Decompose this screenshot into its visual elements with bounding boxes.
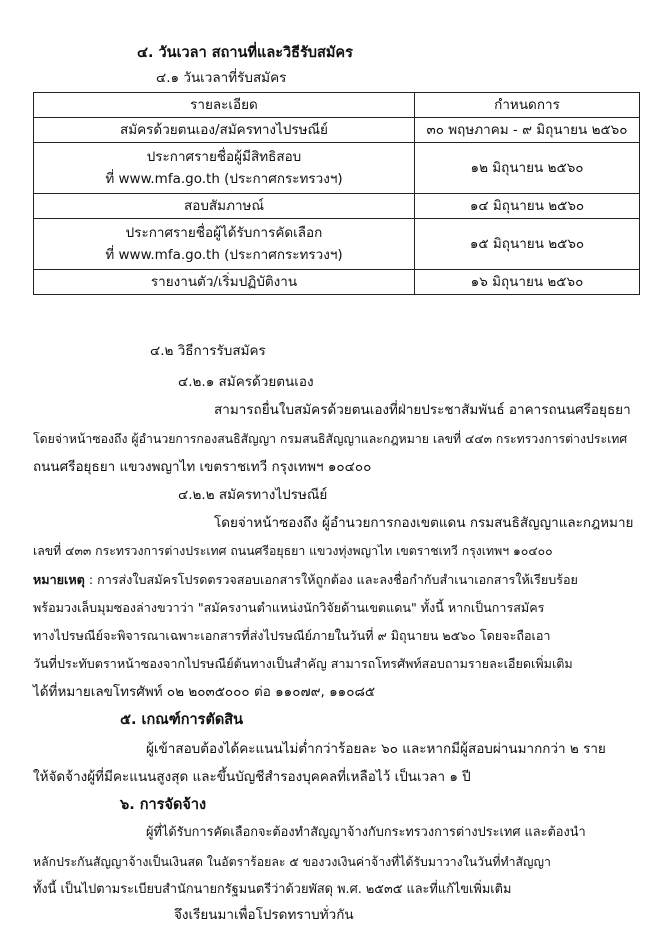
section4-heading: ๔. วันเวลา สถานที่และวิธีรับสมัคร xyxy=(137,45,353,61)
table-row xyxy=(34,194,640,219)
table-cell-detail: รายงานตัว/เริ่มปฏิบัติงาน xyxy=(34,270,415,295)
paragraph-line: ผู้เข้าสอบต้องได้คะแนนไม่ต่ำกว่าร้อยละ ๖๐ และหากมีผู้สอบผ่านมากกว่า ๒ ราย xyxy=(146,741,606,757)
paragraph-line: สามารถยื่นใบสมัครด้วยตนเองที่ฝ่ายประชาสัมพันธ์ อาคารถนนศรีอยุธยา xyxy=(214,402,631,418)
note-label: หมายเหตุ xyxy=(33,572,85,587)
table-header-detail: รายละเอียด xyxy=(34,93,415,118)
table-cell-detail-line1: ประกาศรายชื่อผู้มีสิทธิสอบ xyxy=(146,149,302,165)
section5-heading: ๕. เกณฑ์การตัดสิน xyxy=(120,712,244,728)
table-header-schedule: กำหนดการ xyxy=(415,93,640,118)
note-text: : การส่งใบสมัครโปรดตรวจสอบเอกสารให้ถูกต้อง และลงชื่อกำกับสำเนาเอกสารให้เรียบร้อย xyxy=(84,572,578,587)
table-row xyxy=(34,143,640,194)
schedule-table xyxy=(33,92,640,295)
table-cell-detail: สมัครด้วยตนเอง/สมัครทางไปรษณีย์ xyxy=(34,118,415,143)
section6-heading: ๖. การจัดจ้าง xyxy=(120,797,207,813)
table-cell-date: ๑๖ มิถุนายน ๒๕๖๐ xyxy=(415,270,640,295)
note-line xyxy=(33,570,578,590)
table-cell-date: ๑๔ มิถุนายน ๒๕๖๐ xyxy=(415,194,640,219)
paragraph-line: ให้จัดจ้างผู้ที่มีคะแนนสูงสุด และขึ้นบัญชีสำรองบุคคลที่เหลือไว้ เป็นเวลา ๑ ปี xyxy=(33,769,471,785)
table-cell-date: ๑๒ มิถุนายน ๒๕๖๐ xyxy=(415,143,640,194)
table-header-row xyxy=(34,93,640,118)
table-cell-detail xyxy=(34,219,415,270)
table-cell-detail-line1: ประกาศรายชื่อผู้ได้รับการคัดเลือก xyxy=(125,225,323,241)
table-cell-date: ๑๕ มิถุนายน ๒๕๖๐ xyxy=(415,219,640,270)
paragraph-line: ถนนศรีอยุธยา แขวงพญาไท เขตราชเทวี กรุงเทพฯ ๑๐๔๐๐ xyxy=(33,459,372,475)
section4-2-1-subheading: ๔.๒.๑ สมัครด้วยตนเอง xyxy=(178,374,314,390)
paragraph-line: หลักประกันสัญญาจ้างเป็นเงินสด ในอัตราร้อยละ ๕ ของวงเงินค่าจ้างที่ได้รับมาวางในวันที่ทำสัญญา xyxy=(33,855,551,869)
paragraph-line: โดยจ่าหน้าซองถึง ผู้อำนวยการกองสนธิสัญญา กรมสนธิสัญญาและกฎหมาย เลขที่ ๔๔๓ กระทรวงการต่างประเทศ xyxy=(33,432,628,446)
table-row xyxy=(34,118,640,143)
note-line: ทางไปรษณีย์จะพิจารณาเฉพาะเอกสารที่ส่งไปรษณีย์ภายในวันที่ ๙ มิถุนายน ๒๕๖๐ โดยจะถือเอา xyxy=(33,628,551,643)
table-cell-detail xyxy=(34,143,415,194)
note-line: ได้ที่หมายเลขโทรศัพท์ ๐๒ ๒๐๓๕๐๐๐ ต่อ ๑๑๐๗๙, ๑๑๐๘๕ xyxy=(33,684,376,700)
section4-1-subheading: ๔.๑ วันเวลาที่รับสมัคร xyxy=(156,70,287,86)
table-row xyxy=(34,270,640,295)
closing-line: จึงเรียนมาเพื่อโปรดทราบทั่วกัน xyxy=(174,907,354,923)
paragraph-line: เลขที่ ๔๓๓ กระทรวงการต่างประเทศ ถนนศรีอยุธยา แขวงทุ่งพญาไท เขตราชเทวี กรุงเทพฯ ๑๐๔๐๐ xyxy=(33,544,553,558)
table-cell-date: ๓๐ พฤษภาคม - ๙ มิถุนายน ๒๕๖๐ xyxy=(415,118,640,143)
table-cell-detail-line2: ที่ www.mfa.go.th (ประกาศกระทรวงฯ) xyxy=(105,247,343,263)
table-cell-detail-line2: ที่ www.mfa.go.th (ประกาศกระทรวงฯ) xyxy=(105,171,343,187)
section4-2-subheading: ๔.๒ วิธีการรับสมัคร xyxy=(150,343,266,359)
table-cell-detail: สอบสัมภาษณ์ xyxy=(34,194,415,219)
paragraph-line: ผู้ที่ได้รับการคัดเลือกจะต้องทำสัญญาจ้างกับกระทรวงการต่างประเทศ และต้องนำ xyxy=(146,825,586,840)
section4-2-2-subheading: ๔.๒.๒ สมัครทางไปรษณีย์ xyxy=(178,487,328,503)
note-line: พร้อมวงเล็บมุมซองล่างขวาว่า "สมัครงานตำแหน่งนักวิจัยด้านเขตแดน" ทั้งนี้ หากเป็นการสมัคร xyxy=(33,600,545,615)
note-line: วันที่ประทับตราหน้าซองจากไปรษณีย์ต้นทางเป็นสำคัญ สามารถโทรศัพท์สอบถามรายละเอียดเพิ่มเติม xyxy=(33,656,573,671)
paragraph-line: ทั้งนี้ เป็นไปตามระเบียบสำนักนายกรัฐมนตรีว่าด้วยพัสดุ พ.ศ. ๒๕๓๕ และที่แก้ไขเพิ่มเติม xyxy=(33,882,512,897)
paragraph-line: โดยจ่าหน้าซองถึง ผู้อำนวยการกองเขตแดน กรมสนธิสัญญาและกฎหมาย xyxy=(214,515,634,531)
table-row xyxy=(34,219,640,270)
